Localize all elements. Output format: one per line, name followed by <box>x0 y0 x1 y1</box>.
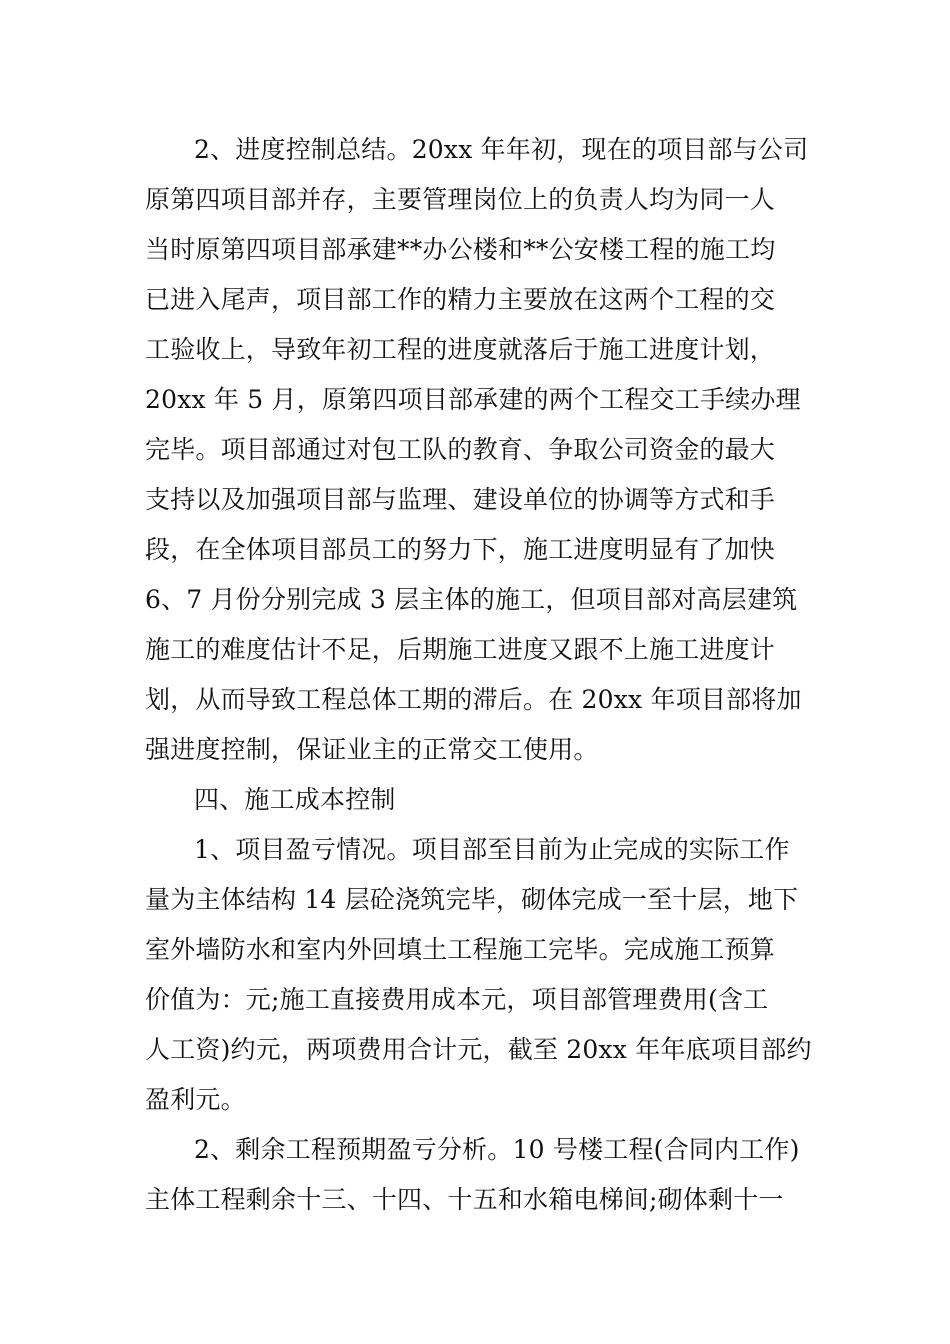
paragraph-line: 20xx 年 5 月，原第四项目部承建的两个工程交工手续办理 <box>145 385 801 414</box>
paragraph-line: 室外墙防水和室内外回填土工程施工完毕。完成施工预算 <box>145 935 776 964</box>
paragraph-line: 原第四项目部并存，主要管理岗位上的负责人均为同一人 <box>145 185 776 214</box>
paragraph-line: 2、剩余工程预期盈亏分析。10 号楼工程(合同内工作) <box>194 1135 800 1164</box>
paragraph-line: 盈利元。 <box>145 1085 246 1114</box>
paragraph-line: 段，在全体项目部员工的努力下，施工进度明显有了加快 <box>145 535 776 564</box>
paragraph-line: 完毕。项目部通过对包工队的教育、争取公司资金的最大 <box>145 435 776 464</box>
paragraph-line: 划，从而导致工程总体工期的滞后。在 20xx 年项目部将加 <box>145 685 802 714</box>
paragraph-line: 当时原第四项目部承建**办公楼和**公安楼工程的施工均 <box>145 235 776 264</box>
paragraph-line: 主体工程剩余十三、十四、十五和水箱电梯间;砌体剩十一 <box>145 1185 784 1214</box>
paragraph-line: 2、进度控制总结。20xx 年年初，现在的项目部与公司 <box>194 135 809 164</box>
paragraph-line: 施工的难度估计不足，后期施工进度又跟不上施工进度计 <box>145 635 776 664</box>
paragraph-line: 工验收上，导致年初工程的进度就落后于施工进度计划， <box>145 335 776 364</box>
paragraph-line: 1、项目盈亏情况。项目部至目前为止完成的实际工作 <box>194 835 790 864</box>
paragraph-line: 量为主体结构 14 层砼浇筑完毕，砌体完成一至十层，地下 <box>145 885 799 914</box>
paragraph-line: 人工资)约元，两项费用合计元，截至 20xx 年年底项目部约 <box>145 1035 812 1064</box>
section-heading: 四、施工成本控制 <box>194 785 396 814</box>
paragraph-line: 强进度控制，保证业主的正常交工使用。 <box>145 735 599 764</box>
paragraph-line: 价值为：元;施工直接费用成本元，项目部管理费用(含工 <box>145 985 769 1014</box>
paragraph-line: 6、7 月份分别完成 3 层主体的施工，但项目部对高层建筑 <box>145 585 798 614</box>
paragraph-line: 支持以及加强项目部与监理、建设单位的协调等方式和手 <box>145 485 776 514</box>
paragraph-line: 已进入尾声，项目部工作的精力主要放在这两个工程的交 <box>145 285 776 314</box>
